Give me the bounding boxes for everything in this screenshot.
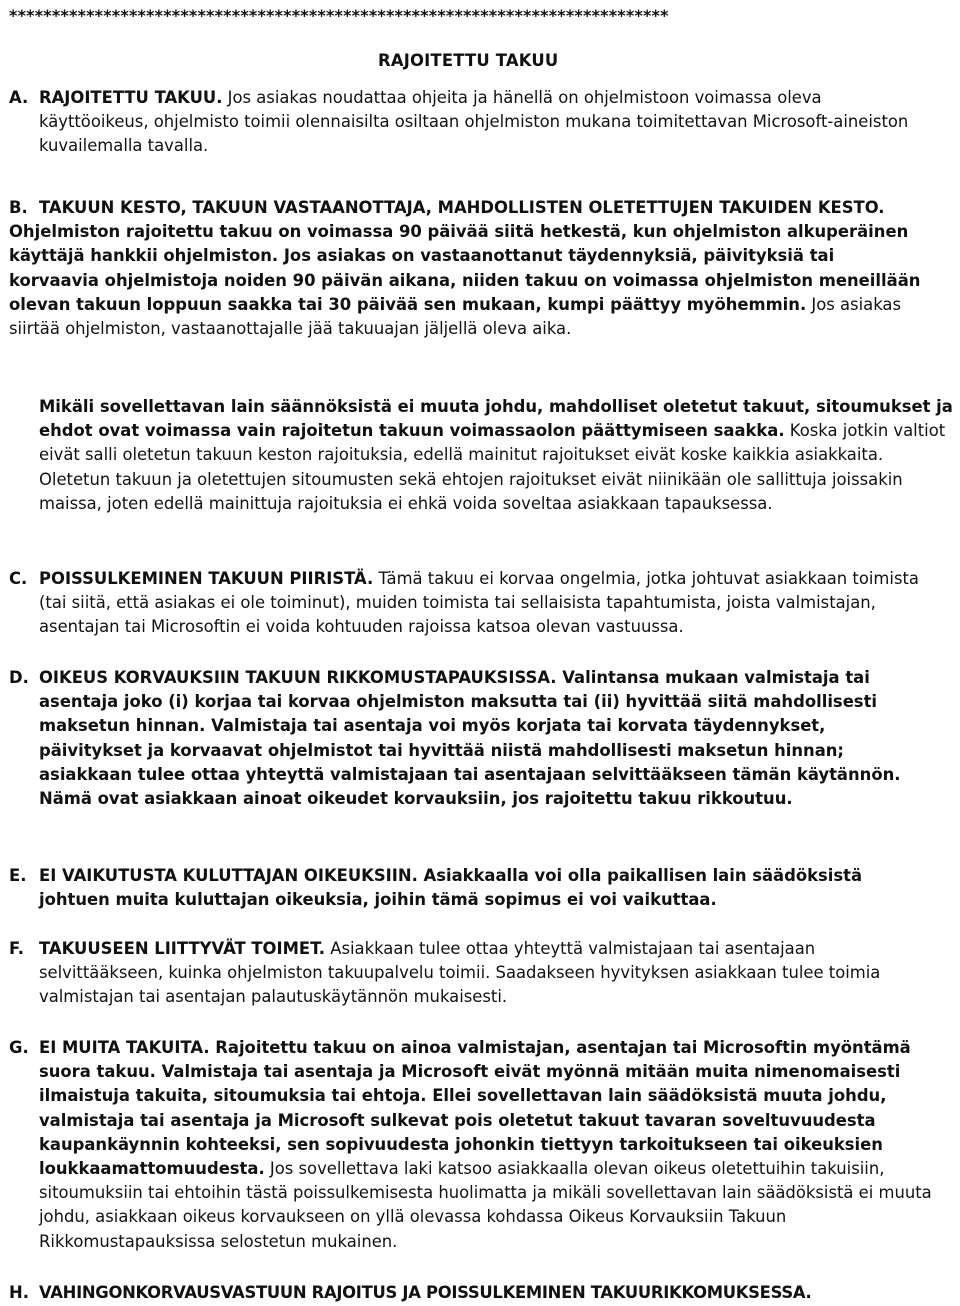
section-text — [39, 1281, 960, 1305]
section-heading: TAKUUN KESTO, TAKUUN VASTAANOTTAJA, MAHDOLLISTEN OLETETTUJEN TAKUIDEN KESTO. Ohjelmiston rajoitettu takuu on voimassa 90 päivää siitä hetkestä, kun ohjelmiston alkuperäinen käyttäjä hankkii ohjelmiston. Jos asiakas on vastaanottanut täydennyksiä, päivityksiä tai korvaavia ohjelmistoja noiden 90 päivän aikana, niiden takuu on voimassa ohjelmiston meneillään olevan takuun loppuun saakka tai 30 päivää sen mukaan, kumpi päättyy myöhemmin. — [9, 198, 921, 314]
section-heading: OIKEUS KORVAUKSIIN TAKUUN RIKKOMUSTAPAUKSISSA. Valintansa mukaan valmistaja tai asentaja joko (i) korjaa tai korvaa ohjelmiston maksutta tai (ii) hyvittää siitä mahdollisesti maksetun hinnan. Valmistaja tai asentaja voi myös korjata tai korvata täydennykset, päivitykset ja korvaavat ohjelmistot tai hyvittää niistä mahdollisesti maksetun hinnan; asiakkaan tulee ottaa yhteyttä valmistajaan tai asentajaan selvittääkseen tämän käytännön. Nämä ovat asiakkaan ainoat oikeudet korvauksiin, jos rajoitettu takuu rikkoutuu. — [39, 668, 901, 809]
section-text — [9, 196, 927, 341]
section-body: Jos asiakas noudattaa ohjeita ja hänellä on ohjelmistoon voimassa oleva käyttöoikeus, ohjelmisto toimii olennaisilta osiltaan ohjelmiston mukana toimitettavan Microsoft-aineiston kuvailemalla tavalla. — [39, 88, 909, 156]
section-heading: VAHINGONKORVAUSVASTUUN RAJOITUS JA POISSULKEMINEN TAKUURIKKOMUKSESSA. — [39, 1283, 812, 1302]
section-body: Tämä takuu ei korvaa ongelmia, jotka johtuvat asiakkaan toimista (tai siitä, että asiakas ei ole toiminut), muiden toimista tai sellaisista tapahtumista, joista valmistajan, asentajan tai Microsoftin ei voida kohtuuden rajoissa katsoa olevan vastuussa. — [39, 569, 919, 637]
document-title: RAJOITETTU TAKUU — [378, 51, 559, 70]
section-letter: H. — [9, 1283, 29, 1302]
section-letter: G. — [9, 1038, 29, 1057]
section-body: Asiakkaan tulee ottaa yhteyttä valmistajaan tai asentajaan selvittääkseen, kuinka ohjelmiston takuupalvelu toimii. Saadakseen hyvityksen asiakkaan tulee toimia valmistajan tai asentajan palautuskäytännön mukaisesti. — [39, 939, 881, 1007]
section-body: Jos asiakas siirtää ohjelmiston, vastaanottajalle jää takuuajan jäljellä oleva aika. — [9, 294, 901, 339]
section-text — [39, 86, 934, 159]
section-text — [39, 567, 919, 640]
section-letter: D. — [9, 668, 29, 687]
section-body: Jos sovellettava laki katsoo asiakkaalla olevan oikeus oletettuihin takuisiin, sitoumuksiin tai ehtoihin tästä poissulkemisesta huolimatta ja mikäli sovellettavan lain säädöksistä ei muuta johdu, asiakkaan oikeus korvaukseen on yllä olevassa kohdassa Oikeus Korvauksiin Takuun Rikkomustapauksissa selostetun mukainen. — [39, 1159, 932, 1251]
section-heading: EI VAIKUTUSTA KULUTTAJAN OIKEUKSIIN. Asiakkaalla voi olla paikallisen lain säädöksistä johtuen muita kuluttajan oikeuksia, joihin tämä sopimus ei voi vaikuttaa. — [39, 866, 863, 910]
section-heading: POISSULKEMINEN TAKUUN PIIRISTÄ. — [39, 569, 374, 588]
section-heading: TAKUUSEEN LIITTYVÄT TOIMET. — [39, 939, 326, 958]
section-letter: B. — [9, 198, 28, 217]
section-text — [39, 666, 919, 811]
section-letter: E. — [9, 866, 27, 885]
section-letter: F. — [9, 939, 25, 958]
section-text — [39, 937, 934, 1010]
section-letter: A. — [9, 88, 29, 107]
section-text — [39, 864, 899, 912]
section-heading: EI MUITA TAKUITA. Rajoitettu takuu on ainoa valmistajan, asentajan tai Microsoftin myöntämä suora takuu. Valmistaja tai asentaja ja Microsoft eivät myönnä mitään muita nimenomaisesti ilmaistuja takuita, sitoumuksia tai ehtoja. Ellei sovellettavan lain säädöksistä muuta johdu, valmistaja tai asentaja ja Microsoft sulkevat pois oletetut takuut tavaran soveltuvuudesta kaupankäynnin kohteeksi, sen sopivuudesta johonkin tiettyyn tarkoitukseen tai oikeuksien loukkaamattomuudesta. — [39, 1038, 911, 1179]
separator-stars: ***************************************************************************** — [9, 6, 669, 25]
section-letter: C. — [9, 569, 28, 588]
paragraph-body: Koska jotkin valtiot eivät salli oletetun takuun keston rajoituksia, edellä mainitut rajoitukset eivät koske kaikkia asiakkaita. Oletetun takuun ja oletettujen sitoumusten sekä ehtojen rajoitukset eivät niinikään ole sallittuja joissakin maissa, joten edellä mainittuja rajoituksia ei ehkä voida soveltaa asiakkaan tapauksessa. — [39, 421, 946, 513]
paragraph-text — [39, 395, 954, 516]
paragraph-bold: Mikäli sovellettavan lain säännöksistä ei muuta johdu, mahdolliset oletetut takuut, sitoumukset ja ehdot ovat voimassa vain rajoitetun takuun voimassaolon päättymiseen saakka. — [39, 397, 953, 441]
section-heading: RAJOITETTU TAKUU. — [39, 88, 223, 107]
section-text — [39, 1036, 934, 1254]
